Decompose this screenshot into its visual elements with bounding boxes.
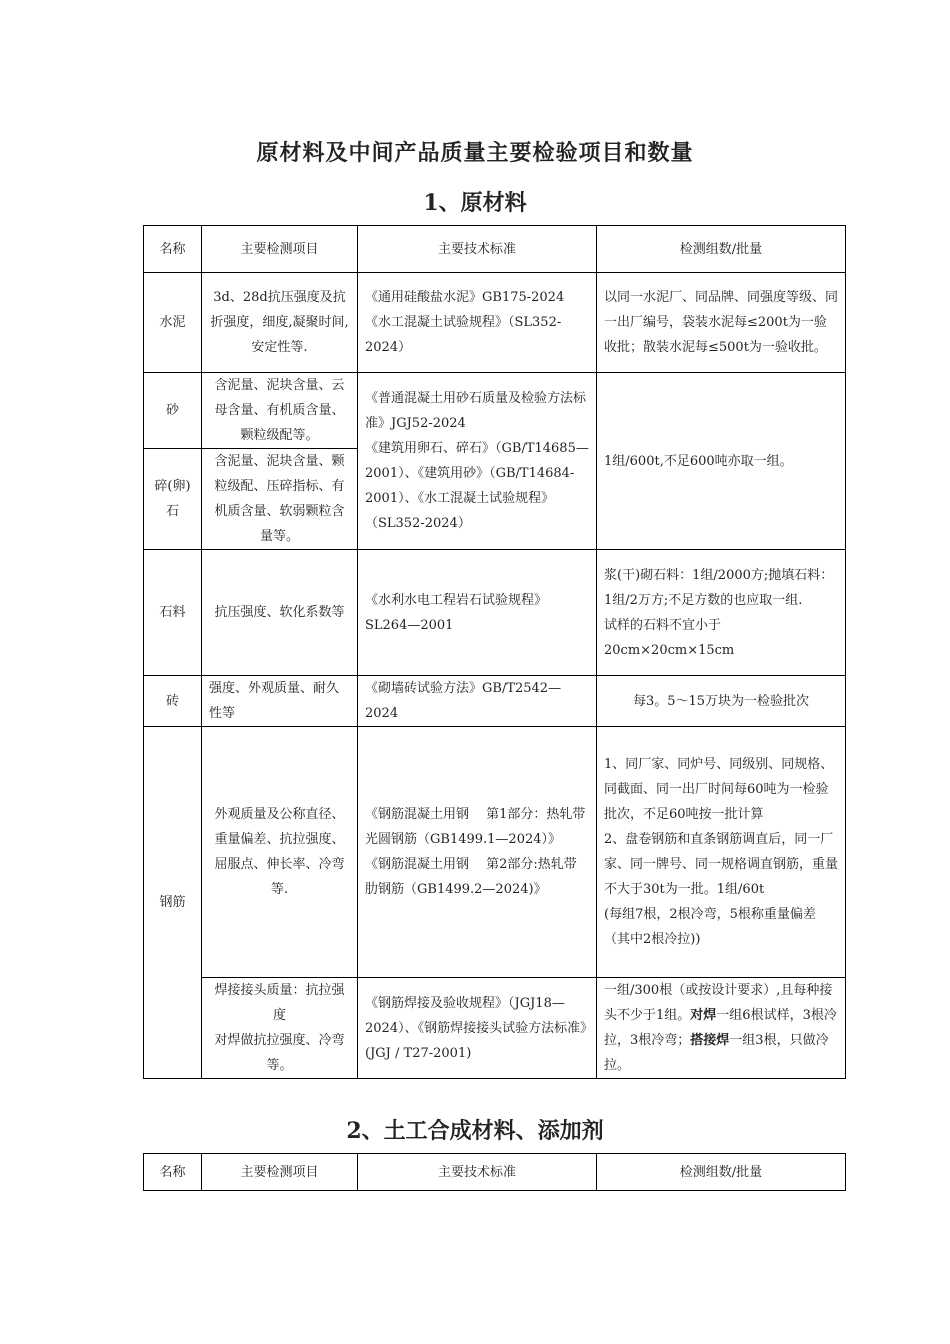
aggregate-standard-2: 《建筑用卵石、碎石》（GB/T14685—2001）、《建筑用砂》（GB/T14684-2001）、《水工混凝土试验规程》（SL352-2024） (365, 441, 589, 531)
cement-name: 水泥 (144, 273, 202, 373)
rebar-standard-2: 《钢筋混凝土用钢 第2部分:热轧带肋钢筋（GB1499.2—2024)》 (365, 857, 577, 897)
aggregate-batch: 1组/600t,不足600吨亦取一组。 (597, 373, 846, 550)
sand-name: 砂 (144, 373, 202, 449)
stone-standard: 《水利水电工程岩石试验规程》SL264—2001 (358, 550, 597, 676)
rebar-batch-1: 1、同厂家、同炉号、同级别、同规格、同截面、同一出厂时间每60吨为一检验批次，不足60吨按一批计算 (604, 757, 834, 822)
table-row-weld (144, 978, 846, 1079)
table-header-row (144, 1154, 846, 1191)
weld-batch-c: 一组3根，只做冷拉。 (604, 1033, 829, 1073)
stone-batch-2: 试样的石料不宜小于20cm×20cm×15cm (604, 617, 735, 658)
rebar-standards (358, 727, 597, 978)
table-row-cement (144, 273, 846, 373)
raw-materials-table (143, 225, 846, 1079)
page-title: 原材料及中间产品质量主要检验项目和数量 (256, 140, 694, 166)
brick-standard: 《砌墙砖试验方法》GB/T2542—2024 (358, 676, 597, 727)
cement-batch: 以同一水泥厂、同品牌、同强度等级、同一出厂编号，袋装水泥每≤200t为一验收批；散装水泥每≤500t为一验收批。 (597, 273, 846, 373)
section-heading-raw-materials: 1、原材料 (423, 190, 527, 216)
cement-standard-2: 《水工混凝土试验规程》（SL352-2024） (365, 315, 562, 355)
rebar-name: 钢筋 (144, 727, 202, 1079)
stone-name: 石料 (144, 550, 202, 676)
weld-standard: 《钢筋焊接及验收规程》（JGJ18—2024）、《钢筋焊接接头试验方法标准》(JGJ / T27-2001) (358, 978, 597, 1079)
weld-items-1: 焊接接头质量：抗拉强度 (214, 983, 345, 1023)
geosynthetics-table (143, 1153, 846, 1191)
table-header-row (144, 226, 846, 273)
header-standards: 主要技术标准 (358, 1154, 597, 1191)
gravel-name: 碎(卵)石 (144, 449, 202, 550)
rebar-batch-2: 2、盘卷钢筋和直条钢筋调直后，同一厂家、同一牌号、同一规格调直钢筋，重量不大于30t为一批。1组/60t (604, 832, 839, 897)
stone-batch-1: 浆(干)砌石料：1组/2000方;抛填石料：1组/2万方;不足方数的也应取一组. (604, 567, 834, 608)
stone-items: 抗压强度、软化系数等 (202, 550, 358, 676)
weld-batch (597, 978, 846, 1079)
header-batch: 检测组数/批量 (597, 226, 846, 273)
header-test-items: 主要检测项目 (202, 226, 358, 273)
header-batch: 检测组数/批量 (597, 1154, 846, 1191)
header-name: 名称 (144, 226, 202, 273)
weld-items-2: 对焊做抗拉强度、冷弯等。 (214, 1033, 345, 1073)
aggregate-standard-1: 《普通混凝土用砂石质量及检验方法标准》JGJ52-2024 (365, 391, 587, 431)
cement-standards (358, 273, 597, 373)
table-row-rebar (144, 727, 846, 978)
table-row-brick (144, 676, 846, 727)
weld-batch-a: 一组/300根（或按设计要求）,且每种接头不少于1组。 (604, 983, 833, 1023)
table-row-sand (144, 373, 846, 449)
aggregate-standards (358, 373, 597, 550)
rebar-standard-1: 《钢筋混凝土用钢 第1部分：热轧带光圆钢筋（GB1499.1—2024）》 (365, 807, 586, 847)
brick-batch: 每3。5～15万块为一检验批次 (597, 676, 846, 727)
header-name: 名称 (144, 1154, 202, 1191)
section-heading-geosynthetics: 2、土工合成材料、添加剂 (346, 1118, 604, 1144)
weld-batch-c-label: 搭接焊 (690, 1033, 730, 1048)
weld-items (202, 978, 358, 1079)
rebar-items: 外观质量及公称直径、重量偏差、抗拉强度、屈服点、伸长率、冷弯等. (202, 727, 358, 978)
table-row-stone (144, 550, 846, 676)
header-standards: 主要技术标准 (358, 226, 597, 273)
weld-batch-b-label: 对焊 (690, 1008, 717, 1023)
rebar-batch (597, 727, 846, 978)
brick-items: 强度、外观质量、耐久性等 (202, 676, 358, 727)
header-test-items: 主要检测项目 (202, 1154, 358, 1191)
sand-items: 含泥量、泥块含量、云母含量、有机质含量、颗粒级配等。 (202, 373, 358, 449)
cement-items: 3d、28d抗压强度及抗折强度，细度,凝聚时间,安定性等. (202, 273, 358, 373)
rebar-batch-3: (每组7根，2根冷弯，5根称重量偏差（其中2根冷拉)) (604, 907, 816, 947)
weld-batch-b: 一组6根试样，3根冷拉，3根冷弯； (604, 1008, 837, 1048)
gravel-items: 含泥量、泥块含量、颗粒级配、压碎指标、有机质含量、软弱颗粒含量等。 (202, 449, 358, 550)
brick-name: 砖 (144, 676, 202, 727)
stone-batch (597, 550, 846, 676)
cement-standard-1: 《通用硅酸盐水泥》GB175-2024 (365, 290, 565, 305)
